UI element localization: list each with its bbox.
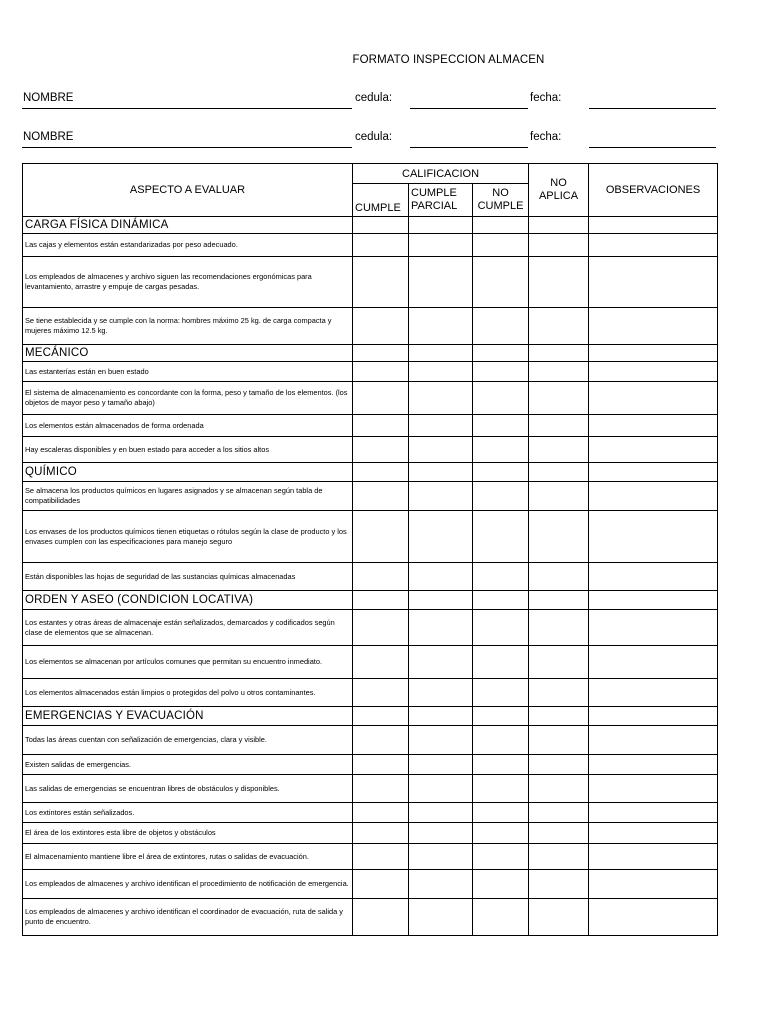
no-aplica-cell[interactable] — [529, 382, 589, 415]
header-row-1 — [0, 92, 768, 112]
observaciones-cell[interactable] — [589, 563, 718, 591]
table-row — [23, 646, 718, 679]
inspection-table — [22, 163, 718, 936]
table-row — [23, 726, 718, 755]
no-aplica-cell[interactable] — [529, 823, 589, 844]
section-title: QUÍMICO — [23, 463, 353, 482]
no-aplica-cell[interactable] — [529, 726, 589, 755]
no-cumple-cell[interactable] — [473, 679, 529, 707]
observaciones-cell[interactable] — [589, 803, 718, 823]
no-cumple-cell[interactable] — [473, 755, 529, 775]
no-aplica-cell[interactable] — [529, 803, 589, 823]
cumple-parcial-cell[interactable] — [409, 679, 473, 707]
section-title: EMERGENCIAS Y EVACUACIÓN — [23, 707, 353, 726]
observaciones-cell[interactable] — [589, 308, 718, 345]
no-aplica-cell[interactable] — [529, 844, 589, 870]
cumple-cell[interactable] — [353, 511, 409, 563]
cumple-parcial-cell[interactable] — [409, 511, 473, 563]
table-row — [23, 511, 718, 563]
observaciones-cell[interactable] — [589, 382, 718, 415]
aspect-item: Hay escaleras disponibles y en buen estado para acceder a los sitios altos — [23, 437, 353, 463]
no-aplica-cell[interactable] — [529, 234, 589, 257]
empty-cell — [409, 217, 473, 234]
cedula-label: cedula: — [355, 92, 393, 104]
cumple-parcial-cell[interactable] — [409, 755, 473, 775]
empty-cell — [353, 217, 409, 234]
empty-cell — [353, 707, 409, 726]
no-cumple-cell[interactable] — [473, 823, 529, 844]
table-row — [23, 775, 718, 803]
fecha-label: fecha: — [530, 131, 562, 143]
fecha-label: fecha: — [530, 92, 562, 104]
cumple-header: CUMPLE — [353, 184, 409, 217]
fecha-field[interactable] — [589, 108, 716, 109]
no-cumple-cell[interactable] — [473, 437, 529, 463]
cumple-parcial-header: CUMPLE PARCIAL — [409, 184, 473, 217]
no-aplica-cell[interactable] — [529, 646, 589, 679]
no-aplica-cell[interactable] — [529, 511, 589, 563]
calificacion-header: CALIFICACION — [353, 164, 529, 184]
observaciones-cell[interactable] — [589, 679, 718, 707]
empty-cell — [409, 707, 473, 726]
no-aplica-cell[interactable] — [529, 899, 589, 936]
empty-cell — [353, 591, 409, 610]
aspect-item: El sistema de almacenamiento es concordante con la forma, peso y tamaño de los elementos. (los objetos de mayor peso y tamaño abajo) — [23, 382, 353, 415]
table-row — [23, 234, 718, 257]
cumple-parcial-cell[interactable] — [409, 563, 473, 591]
observaciones-cell[interactable] — [589, 646, 718, 679]
no-aplica-cell[interactable] — [529, 257, 589, 308]
no-cumple-cell[interactable] — [473, 511, 529, 563]
cumple-cell[interactable] — [353, 844, 409, 870]
cumple-cell[interactable] — [353, 437, 409, 463]
cumple-cell[interactable] — [353, 610, 409, 646]
empty-cell — [473, 345, 529, 362]
fecha-field[interactable] — [589, 147, 716, 148]
empty-cell — [353, 463, 409, 482]
table-row — [23, 482, 718, 511]
aspect-item: Los empleados de almacenes y archivo identifican el procedimiento de notificación de emergencia. — [23, 870, 353, 899]
aspect-item: Los extintores están señalizados. — [23, 803, 353, 823]
table-body — [23, 217, 718, 936]
section-row — [23, 591, 718, 610]
no-aplica-cell[interactable] — [529, 437, 589, 463]
section-title: CARGA FÍSICA DINÁMICA — [23, 217, 353, 234]
empty-cell — [473, 591, 529, 610]
observaciones-cell[interactable] — [589, 415, 718, 437]
table-row — [23, 755, 718, 775]
cumple-cell[interactable] — [353, 382, 409, 415]
observaciones-cell[interactable] — [589, 257, 718, 308]
no-cumple-cell[interactable] — [473, 726, 529, 755]
aspect-item: Los estantes y otras áreas de almacenaje están señalizados, demarcados y codificados según clase de elementos que se almacenan. — [23, 610, 353, 646]
empty-cell — [529, 345, 589, 362]
cedula-label: cedula: — [355, 131, 393, 143]
no-aplica-cell[interactable] — [529, 679, 589, 707]
aspect-item: Existen salidas de emergencias. — [23, 755, 353, 775]
cumple-parcial-cell[interactable] — [409, 870, 473, 899]
table-row — [23, 382, 718, 415]
aspect-item: Los elementos se almacenan por artículos comunes que permitan su encuentro inmediato. — [23, 646, 353, 679]
header-row-2 — [0, 131, 768, 151]
observaciones-cell[interactable] — [589, 899, 718, 936]
observaciones-cell[interactable] — [589, 234, 718, 257]
cumple-cell[interactable] — [353, 646, 409, 679]
cumple-cell[interactable] — [353, 755, 409, 775]
table-row — [23, 803, 718, 823]
aspect-item: Los elementos están almacenados de forma ordenada — [23, 415, 353, 437]
aspect-item: Los elementos almacenados están limpios o protegidos del polvo u otros contaminantes. — [23, 679, 353, 707]
observaciones-cell[interactable] — [589, 511, 718, 563]
no-cumple-cell[interactable] — [473, 610, 529, 646]
section-row — [23, 707, 718, 726]
observaciones-header: OBSERVACIONES — [589, 164, 718, 217]
cumple-parcial-cell[interactable] — [409, 482, 473, 511]
no-cumple-header: NO CUMPLE — [473, 184, 529, 217]
cumple-cell[interactable] — [353, 234, 409, 257]
cumple-parcial-cell[interactable] — [409, 899, 473, 936]
cumple-cell[interactable] — [353, 679, 409, 707]
nombre-label: NOMBRE — [23, 131, 74, 143]
table-row — [23, 870, 718, 899]
empty-cell — [529, 591, 589, 610]
observaciones-cell[interactable] — [589, 870, 718, 899]
no-aplica-cell[interactable] — [529, 415, 589, 437]
empty-cell — [409, 463, 473, 482]
cumple-parcial-cell[interactable] — [409, 382, 473, 415]
aspect-item: Están disponibles las hojas de seguridad de las sustancias químicas almacenadas — [23, 563, 353, 591]
no-cumple-cell[interactable] — [473, 844, 529, 870]
section-row — [23, 217, 718, 234]
cumple-cell[interactable] — [353, 870, 409, 899]
no-cumple-cell[interactable] — [473, 899, 529, 936]
cumple-parcial-cell[interactable] — [409, 775, 473, 803]
observaciones-cell[interactable] — [589, 437, 718, 463]
aspect-item: El área de los extintores esta libre de objetos y obstáculos — [23, 823, 353, 844]
no-aplica-cell[interactable] — [529, 755, 589, 775]
table-row — [23, 362, 718, 382]
empty-cell — [589, 707, 718, 726]
no-aplica-cell[interactable] — [529, 362, 589, 382]
table-row — [23, 437, 718, 463]
cumple-cell[interactable] — [353, 257, 409, 308]
nombre-field[interactable] — [22, 147, 352, 148]
no-cumple-cell[interactable] — [473, 234, 529, 257]
form-title: FORMATO INSPECCION ALMACEN — [352, 54, 545, 66]
aspect-item: Las salidas de emergencias se encuentran libres de obstáculos y disponibles. — [23, 775, 353, 803]
no-cumple-cell[interactable] — [473, 803, 529, 823]
empty-cell — [529, 707, 589, 726]
empty-cell — [409, 591, 473, 610]
aspect-item: Se tiene establecida y se cumple con la norma: hombres máximo 25 kg. de carga compacta y mujeres máximo 12.5 kg. — [23, 308, 353, 345]
no-cumple-cell[interactable] — [473, 382, 529, 415]
no-cumple-cell[interactable] — [473, 563, 529, 591]
no-aplica-cell[interactable] — [529, 308, 589, 345]
no-aplica-header: NO APLICA — [529, 164, 589, 217]
empty-cell — [409, 345, 473, 362]
empty-cell — [473, 463, 529, 482]
observaciones-cell[interactable] — [589, 610, 718, 646]
no-cumple-cell[interactable] — [473, 775, 529, 803]
cumple-parcial-cell[interactable] — [409, 646, 473, 679]
cumple-parcial-cell[interactable] — [409, 437, 473, 463]
empty-cell — [529, 463, 589, 482]
no-cumple-cell[interactable] — [473, 646, 529, 679]
cumple-parcial-cell[interactable] — [409, 823, 473, 844]
aspect-item: Todas las áreas cuentan con señalización de emergencias, clara y visible. — [23, 726, 353, 755]
no-cumple-cell[interactable] — [473, 257, 529, 308]
section-title: ORDEN Y ASEO (CONDICION LOCATIVA) — [23, 591, 353, 610]
table-row — [23, 415, 718, 437]
cedula-field[interactable] — [410, 108, 528, 109]
cumple-cell[interactable] — [353, 775, 409, 803]
cumple-parcial-cell[interactable] — [409, 362, 473, 382]
no-cumple-cell[interactable] — [473, 415, 529, 437]
empty-cell — [589, 463, 718, 482]
no-aplica-cell[interactable] — [529, 563, 589, 591]
cumple-cell[interactable] — [353, 563, 409, 591]
no-cumple-cell[interactable] — [473, 308, 529, 345]
table-row — [23, 823, 718, 844]
table-row — [23, 679, 718, 707]
observaciones-cell[interactable] — [589, 362, 718, 382]
cumple-parcial-cell[interactable] — [409, 415, 473, 437]
no-cumple-cell[interactable] — [473, 870, 529, 899]
aspect-item: Se almacena los productos químicos en lugares asignados y se almacenan según tabla de compatibilidades — [23, 482, 353, 511]
cumple-parcial-cell[interactable] — [409, 610, 473, 646]
empty-cell — [353, 345, 409, 362]
aspect-item: Los empleados de almacenes y archivo identifican el coordinador de evacuación, ruta de salida y punto de encuentro. — [23, 899, 353, 936]
observaciones-cell[interactable] — [589, 844, 718, 870]
cumple-parcial-cell[interactable] — [409, 844, 473, 870]
table-row — [23, 899, 718, 936]
section-title: MECÁNICO — [23, 345, 353, 362]
aspect-header: ASPECTO A EVALUAR — [23, 164, 353, 217]
no-cumple-cell[interactable] — [473, 362, 529, 382]
aspect-item: El almacenamiento mantiene libre el área de extintores, rutas o salidas de evacuación. — [23, 844, 353, 870]
cumple-parcial-cell[interactable] — [409, 257, 473, 308]
nombre-label: NOMBRE — [23, 92, 74, 104]
section-row — [23, 463, 718, 482]
cedula-field[interactable] — [410, 147, 528, 148]
empty-cell — [589, 345, 718, 362]
cumple-parcial-cell[interactable] — [409, 803, 473, 823]
aspect-item: Las estanterías están en buen estado — [23, 362, 353, 382]
cumple-cell[interactable] — [353, 415, 409, 437]
cumple-cell[interactable] — [353, 803, 409, 823]
table-row — [23, 844, 718, 870]
table-row — [23, 257, 718, 308]
observaciones-cell[interactable] — [589, 775, 718, 803]
empty-cell — [473, 217, 529, 234]
cumple-cell[interactable] — [353, 362, 409, 382]
table-row — [23, 308, 718, 345]
aspect-item: Las cajas y elementos están estandarizadas por peso adecuado. — [23, 234, 353, 257]
no-aplica-cell[interactable] — [529, 482, 589, 511]
no-cumple-cell[interactable] — [473, 482, 529, 511]
table-row — [23, 610, 718, 646]
table-row — [23, 563, 718, 591]
cumple-cell[interactable] — [353, 726, 409, 755]
empty-cell — [473, 707, 529, 726]
observaciones-cell[interactable] — [589, 726, 718, 755]
nombre-field[interactable] — [22, 108, 352, 109]
no-aplica-cell[interactable] — [529, 775, 589, 803]
cumple-parcial-cell[interactable] — [409, 726, 473, 755]
aspect-item: Los empleados de almacenes y archivo siguen las recomendaciones ergonómicas para levantamiento, arrastre y empuje de cargas pesadas. — [23, 257, 353, 308]
no-aplica-cell[interactable] — [529, 610, 589, 646]
no-aplica-cell[interactable] — [529, 870, 589, 899]
cumple-cell[interactable] — [353, 823, 409, 844]
cumple-parcial-cell[interactable] — [409, 234, 473, 257]
empty-cell — [589, 217, 718, 234]
section-row — [23, 345, 718, 362]
aspect-item: Los envases de los productos químicos tienen etiquetas o rótulos según la clase de producto y los envases cumplen con las especificaciones para manejo seguro — [23, 511, 353, 563]
observaciones-cell[interactable] — [589, 823, 718, 844]
empty-cell — [589, 591, 718, 610]
cumple-cell[interactable] — [353, 899, 409, 936]
cumple-cell[interactable] — [353, 308, 409, 345]
cumple-parcial-cell[interactable] — [409, 308, 473, 345]
observaciones-cell[interactable] — [589, 482, 718, 511]
cumple-cell[interactable] — [353, 482, 409, 511]
empty-cell — [529, 217, 589, 234]
observaciones-cell[interactable] — [589, 755, 718, 775]
